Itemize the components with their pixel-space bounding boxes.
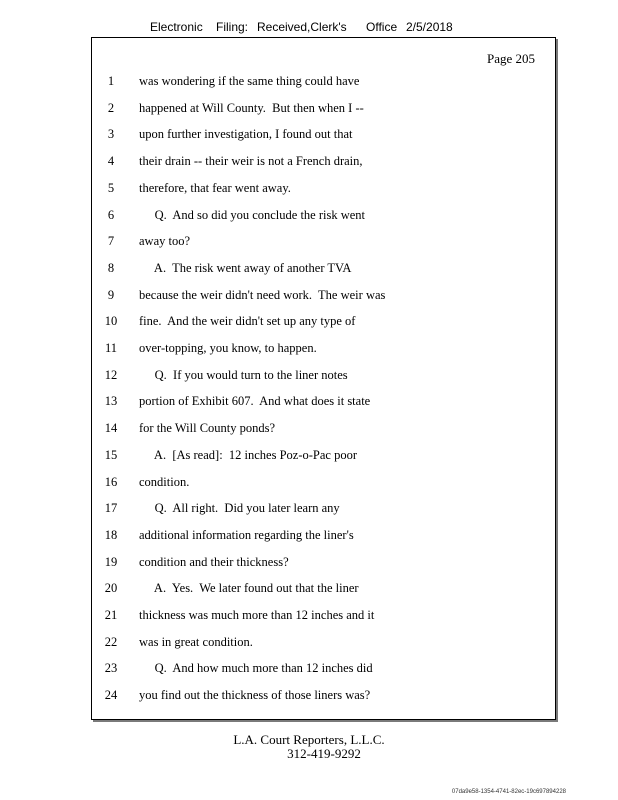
line-number: 4 [107, 154, 115, 169]
transcript-line [92, 207, 555, 234]
transcript-line [92, 447, 555, 474]
filing-header-word: 2/5/2018 [406, 20, 453, 34]
filing-header [0, 20, 618, 36]
transcript-page [91, 37, 556, 720]
line-text: thickness was much more than 12 inches and it [139, 608, 375, 622]
line-number: 2 [107, 100, 115, 115]
line-text: because the weir didn't need work. The weir was [139, 287, 386, 302]
line-number: 5 [107, 180, 115, 195]
line-text: Q. All right. Did you later learn any [139, 501, 340, 516]
line-number: 12 [104, 367, 118, 382]
transcript-line [92, 73, 555, 100]
filing-header-word: Office [366, 20, 398, 34]
line-text: A. [As read]: 12 inches Poz-o-Pac poor [139, 447, 358, 462]
transcript-line [92, 340, 555, 367]
transcript-line [92, 260, 555, 287]
transcript-line [92, 180, 555, 207]
transcript-line [92, 500, 555, 527]
line-text: for the Will County ponds? [139, 421, 276, 436]
line-number: 21 [104, 608, 118, 622]
line-number: 8 [107, 260, 115, 275]
line-number: 14 [104, 421, 118, 436]
line-text: portion of Exhibit 607. And what does it state [139, 394, 371, 409]
line-number: 22 [104, 634, 118, 649]
transcript-line [92, 527, 555, 554]
line-text: was in great condition. [139, 634, 253, 649]
line-text: condition. [139, 474, 190, 489]
line-text: Q. And how much more than 12 inches did [139, 661, 373, 676]
transcript-line [92, 100, 555, 127]
line-number: 16 [104, 474, 118, 489]
transcript-line [92, 313, 555, 340]
line-text: was wondering if the same thing could have [139, 74, 360, 88]
line-text: additional information regarding the liner's [139, 527, 354, 542]
document-id: 07da9e58-1354-4741-82ec-19c697894228 [451, 789, 566, 795]
transcript-line [92, 126, 555, 153]
line-number: 6 [107, 207, 115, 222]
line-text: upon further investigation, I found out that [139, 127, 353, 142]
transcript-line [92, 153, 555, 180]
line-text: happened at Will County. But then when I -- [139, 100, 364, 115]
transcript-line [92, 660, 555, 687]
filing-header-word: Electronic [150, 20, 203, 34]
line-number: 19 [104, 554, 118, 569]
line-text: therefore, that fear went away. [139, 180, 291, 195]
line-number: 18 [104, 527, 118, 542]
line-number: 10 [104, 314, 118, 329]
line-number: 20 [104, 581, 118, 596]
line-number: 24 [104, 688, 118, 703]
line-text: A. Yes. We later found out that the liner [139, 581, 359, 596]
line-text: Q. And so did you conclude the risk went [139, 207, 366, 222]
transcript-line [92, 554, 555, 581]
page-number: Page 205 [486, 51, 535, 66]
court-reporter-phone: 312-419-9292 [287, 746, 361, 761]
line-number: 3 [107, 127, 115, 142]
court-reporter-name: L.A. Court Reporters, L.L.C. [233, 732, 385, 747]
transcript-line [92, 687, 555, 714]
line-text: Q. If you would turn to the liner notes [139, 367, 348, 382]
transcript-line [92, 367, 555, 394]
transcript-line [92, 287, 555, 314]
line-text: A. The risk went away of another TVA [139, 260, 352, 275]
line-number: 11 [104, 341, 118, 355]
footer [0, 733, 618, 761]
line-text: condition and their thickness? [139, 554, 289, 569]
line-number: 1 [107, 74, 115, 88]
transcript-line [92, 580, 555, 607]
line-text: over-topping, you know, to happen. [139, 341, 317, 355]
filing-header-word: Filing: [216, 20, 249, 34]
filing-header-word: Received,Clerk's [257, 20, 347, 34]
line-text: fine. And the weir didn't set up any type of [139, 314, 356, 329]
transcript-line [92, 393, 555, 420]
line-text: away too? [139, 234, 191, 249]
line-text: you find out the thickness of those liners was? [139, 688, 371, 703]
line-number: 9 [107, 287, 115, 302]
line-number: 15 [104, 447, 118, 462]
line-text: their drain -- their weir is not a French drain, [139, 154, 363, 169]
line-number: 17 [104, 501, 118, 516]
transcript-line [92, 233, 555, 260]
line-number: 7 [107, 234, 115, 249]
line-number: 23 [104, 661, 118, 676]
transcript-line [92, 607, 555, 634]
transcript-line [92, 420, 555, 447]
transcript-line [92, 474, 555, 501]
line-number: 13 [104, 394, 118, 409]
transcript-line [92, 634, 555, 661]
